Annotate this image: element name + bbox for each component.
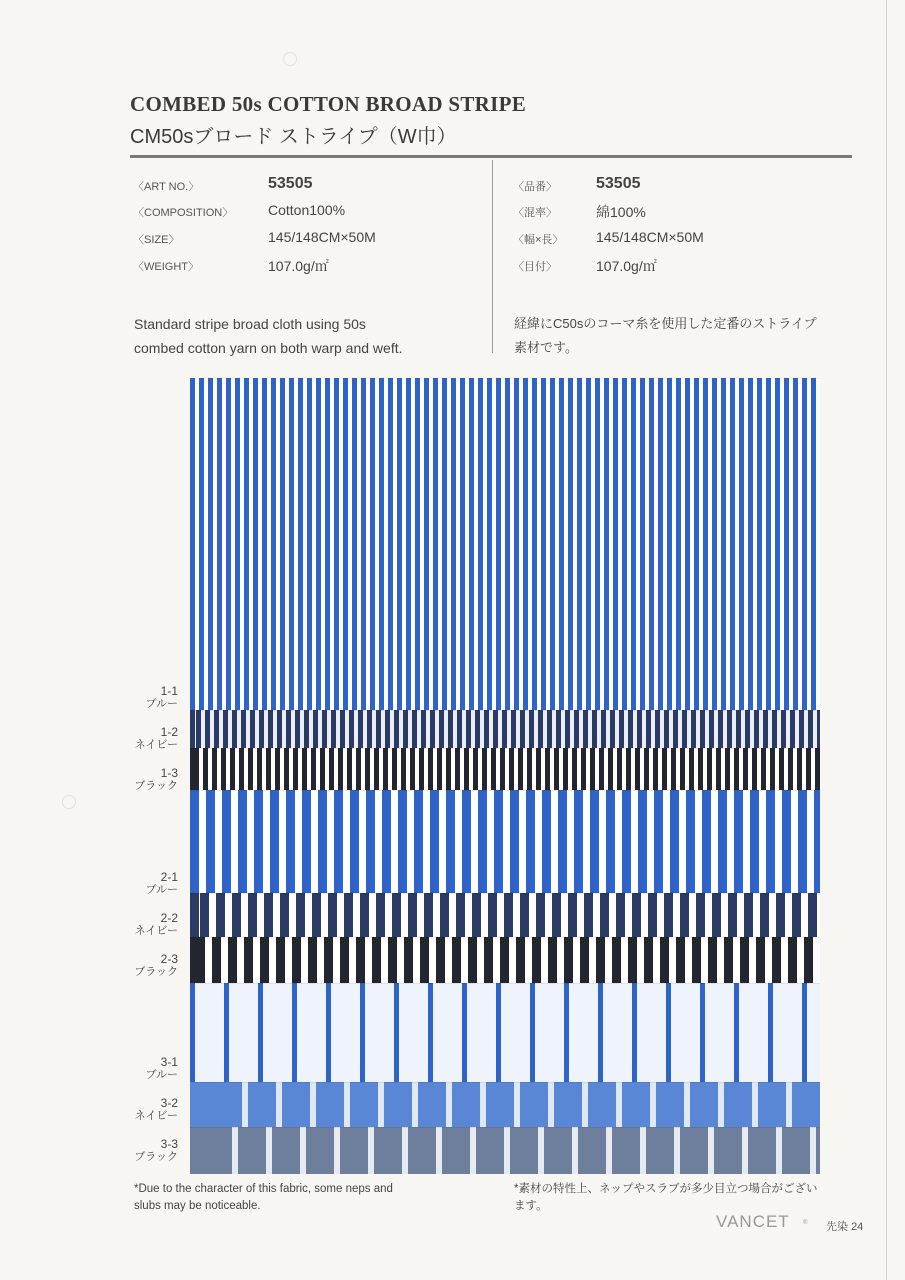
note-jp-line: ます。: [514, 1200, 548, 1212]
variant-color: ブルー: [145, 884, 178, 896]
weight-value-jp: 107.0g/㎡: [596, 258, 657, 274]
note-en-line: slubs may be noticeable.: [134, 1200, 261, 1212]
variant-label: [128, 1097, 178, 1123]
size-value-jp: 145/148CM×50M: [596, 229, 704, 245]
variant-color: ブルー: [145, 698, 178, 710]
note-jp-line: *素材の特性上、ネップやスラブが多少目立つ場合がござい: [514, 1183, 818, 1195]
description-en-line: combed cotton yarn on both warp and weft.: [134, 340, 403, 356]
fabric-swatch-image: [190, 378, 820, 1174]
variant-code: 1-3: [160, 766, 178, 780]
weight-label: 〈WEIGHT〉: [133, 261, 199, 273]
description-en-line: Standard stripe broad cloth using 50s: [134, 316, 366, 332]
size-label-jp: 〈幅×長〉: [513, 234, 564, 246]
variant-code: 3-1: [160, 1055, 178, 1069]
variant-color: ブルー: [145, 1069, 178, 1081]
variant-code: 3-3: [160, 1137, 178, 1151]
composition-value: Cotton100%: [268, 202, 346, 218]
brand-trademark: ®: [803, 1220, 808, 1226]
variant-label: [128, 953, 178, 979]
note-en-line: *Due to the character of this fabric, some neps and: [134, 1183, 393, 1195]
art-no-label-jp: 〈品番〉: [513, 181, 557, 193]
variant-color: ネイビー: [134, 1110, 178, 1122]
composition-label: 〈COMPOSITION〉: [133, 207, 234, 219]
category-label: 先染: [826, 1221, 848, 1233]
variant-label: [128, 871, 178, 897]
variant-color: ブラック: [134, 966, 178, 978]
description-english: [134, 312, 403, 360]
variant-label: [128, 726, 178, 752]
page-edge: [886, 0, 887, 1280]
variant-color: ブラック: [134, 1151, 178, 1163]
column-divider: [492, 160, 493, 353]
variant-label: [128, 1056, 178, 1082]
variant-color: ブラック: [134, 780, 178, 792]
size-label: 〈SIZE〉: [133, 234, 180, 246]
variant-code: 2-3: [160, 952, 178, 966]
binder-hole: [62, 795, 76, 809]
art-no-value: 53505: [268, 175, 313, 192]
variant-code: 2-2: [160, 911, 178, 925]
variant-label: [128, 1138, 178, 1164]
variant-color: ネイビー: [134, 925, 178, 937]
note-english: [134, 1181, 393, 1215]
page-info: [826, 1218, 863, 1234]
weight-value: 107.0g/㎡: [268, 258, 329, 274]
binder-hole: [283, 52, 297, 66]
variant-label: [128, 685, 178, 711]
note-japanese: [514, 1181, 817, 1215]
fabric-swatch-svg: [190, 378, 820, 1174]
variant-code: 1-2: [160, 725, 178, 739]
description-jp-line: 素材です。: [514, 340, 578, 355]
title-japanese: CM50sブロード ストライプ（W巾）: [130, 126, 457, 148]
variant-label: [128, 767, 178, 793]
brand-logo: VANCET: [716, 1212, 790, 1231]
description-japanese: [514, 312, 817, 360]
variant-code: 1-1: [160, 684, 178, 698]
variant-code: 3-2: [160, 1096, 178, 1110]
title-english: COMBED 50s COTTON BROAD STRIPE: [130, 92, 527, 116]
weight-label-jp: 〈目付〉: [513, 261, 557, 273]
art-no-value-jp: 53505: [596, 175, 641, 192]
variant-color: ネイビー: [134, 739, 178, 751]
page-number: 24: [851, 1221, 864, 1233]
description-jp-line: 経緯にC50sのコーマ糸を使用した定番のストライプ: [514, 316, 817, 331]
variant-label: [128, 912, 178, 938]
variant-code: 2-1: [160, 870, 178, 884]
composition-label-jp: 〈混率〉: [513, 207, 557, 219]
header-rule: [130, 155, 852, 158]
art-no-label: 〈ART NO.〉: [133, 181, 200, 193]
size-value: 145/148CM×50M: [268, 229, 376, 245]
composition-value-jp: 綿100%: [596, 204, 646, 220]
